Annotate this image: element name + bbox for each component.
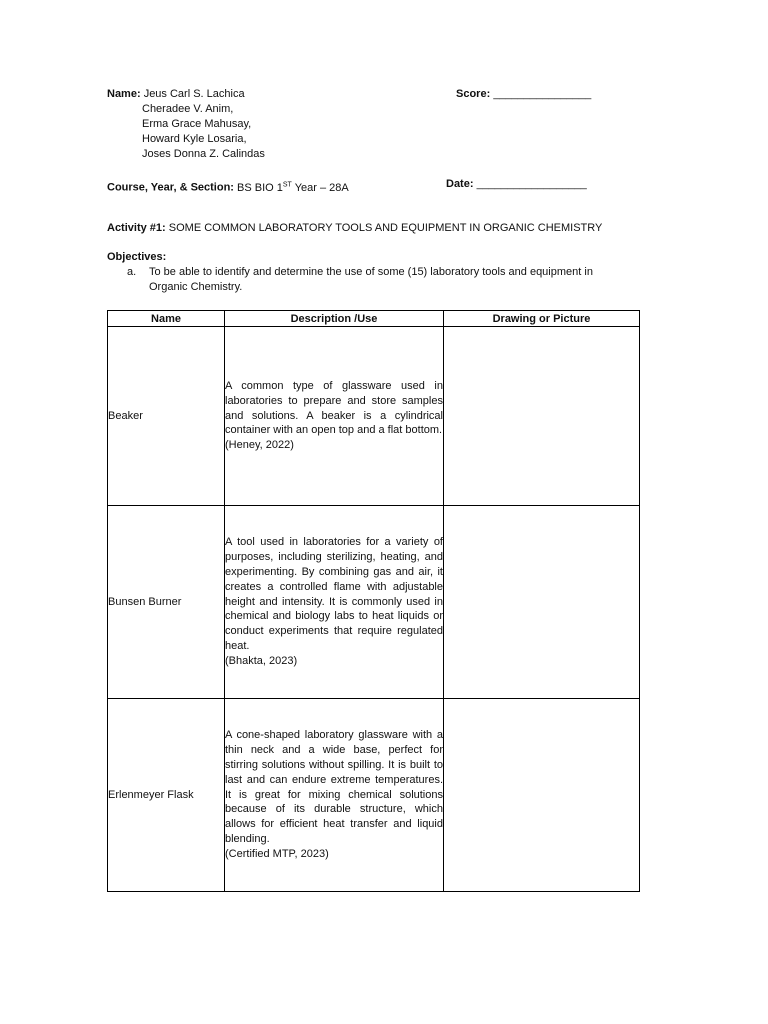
course-value: BS BIO 1ST Year – 28A	[237, 181, 349, 194]
tool-drawing-cell	[444, 506, 640, 699]
list-marker: a.	[127, 266, 137, 278]
tool-description: A tool used in laboratories for a variety of purposes, including sterilizing, heating, and experimenting. By combining gas and air, it creates a controlled flame with adjustable height and intensity. It is commonly used in chemical and biology labs to heat liquids or conduct experiments that require regulated heat.	[225, 536, 443, 652]
objectives-heading: Objectives:	[107, 251, 167, 263]
tool-description: A cone-shaped laboratory glassware with a thin neck and a wide base, perfect for stirring solutions without spilling. It is built to last and can endure extreme temperatures. It is great for mixing chemical solutions because of its durable structure, which allows for efficient heat transfer and liquid blending.	[225, 729, 443, 845]
activity-title	[107, 221, 602, 236]
score-label: Score:	[456, 88, 491, 100]
tool-description: A common type of glassware used in laboratories to prepare and store samples and solutions. A beaker is a cylindrical container with an open top and a flat bottom.	[225, 380, 443, 437]
score-line	[456, 87, 591, 102]
activity-name: SOME COMMON LABORATORY TOOLS AND EQUIPMENT IN ORGANIC CHEMISTRY	[168, 222, 603, 234]
student-name: Erma Grace Mahusay,	[142, 118, 252, 130]
tool-citation: (Certified MTP, 2023)	[225, 847, 329, 860]
tool-name: Erlenmeyer Flask	[108, 699, 225, 892]
table-header-row	[108, 311, 640, 327]
tool-name: Bunsen Burner	[108, 506, 225, 699]
date-line	[446, 177, 587, 192]
header-name: Name	[108, 311, 225, 327]
tool-description-cell	[225, 506, 444, 699]
student-name: Cheradee V. Anim,	[142, 103, 234, 115]
header-description: Description /Use	[225, 311, 444, 327]
header-drawing: Drawing or Picture	[444, 311, 640, 327]
tool-description-cell	[225, 699, 444, 892]
tool-description-cell	[225, 327, 444, 506]
score-blank: ________________	[493, 88, 592, 100]
table-row	[108, 506, 640, 699]
tool-citation: (Bhakta, 2023)	[225, 654, 298, 667]
student-name: Joses Donna Z. Calindas	[142, 148, 265, 160]
name-label: Name:	[107, 88, 141, 100]
table-row	[108, 327, 640, 506]
student-name: Howard Kyle Losaria,	[142, 133, 247, 145]
tool-citation: (Heney, 2022)	[225, 439, 294, 452]
tool-drawing-cell	[444, 699, 640, 892]
objective-item	[127, 265, 627, 295]
tools-table	[107, 310, 640, 892]
tool-name: Beaker	[108, 327, 225, 506]
name-line	[107, 87, 265, 102]
names-block	[107, 87, 265, 162]
student-name: Jeus Carl S. Lachica	[143, 88, 245, 100]
table-row	[108, 699, 640, 892]
tool-drawing-cell	[444, 327, 640, 506]
objective-text: To be able to identify and determine the use of some (15) laboratory tools and equipment in Organic Chemistry.	[149, 266, 593, 293]
course-line	[107, 177, 349, 196]
date-label: Date:	[446, 178, 474, 190]
activity-label: Activity #1:	[107, 222, 166, 234]
date-blank: __________________	[476, 178, 587, 190]
course-label: Course, Year, & Section:	[107, 181, 234, 194]
